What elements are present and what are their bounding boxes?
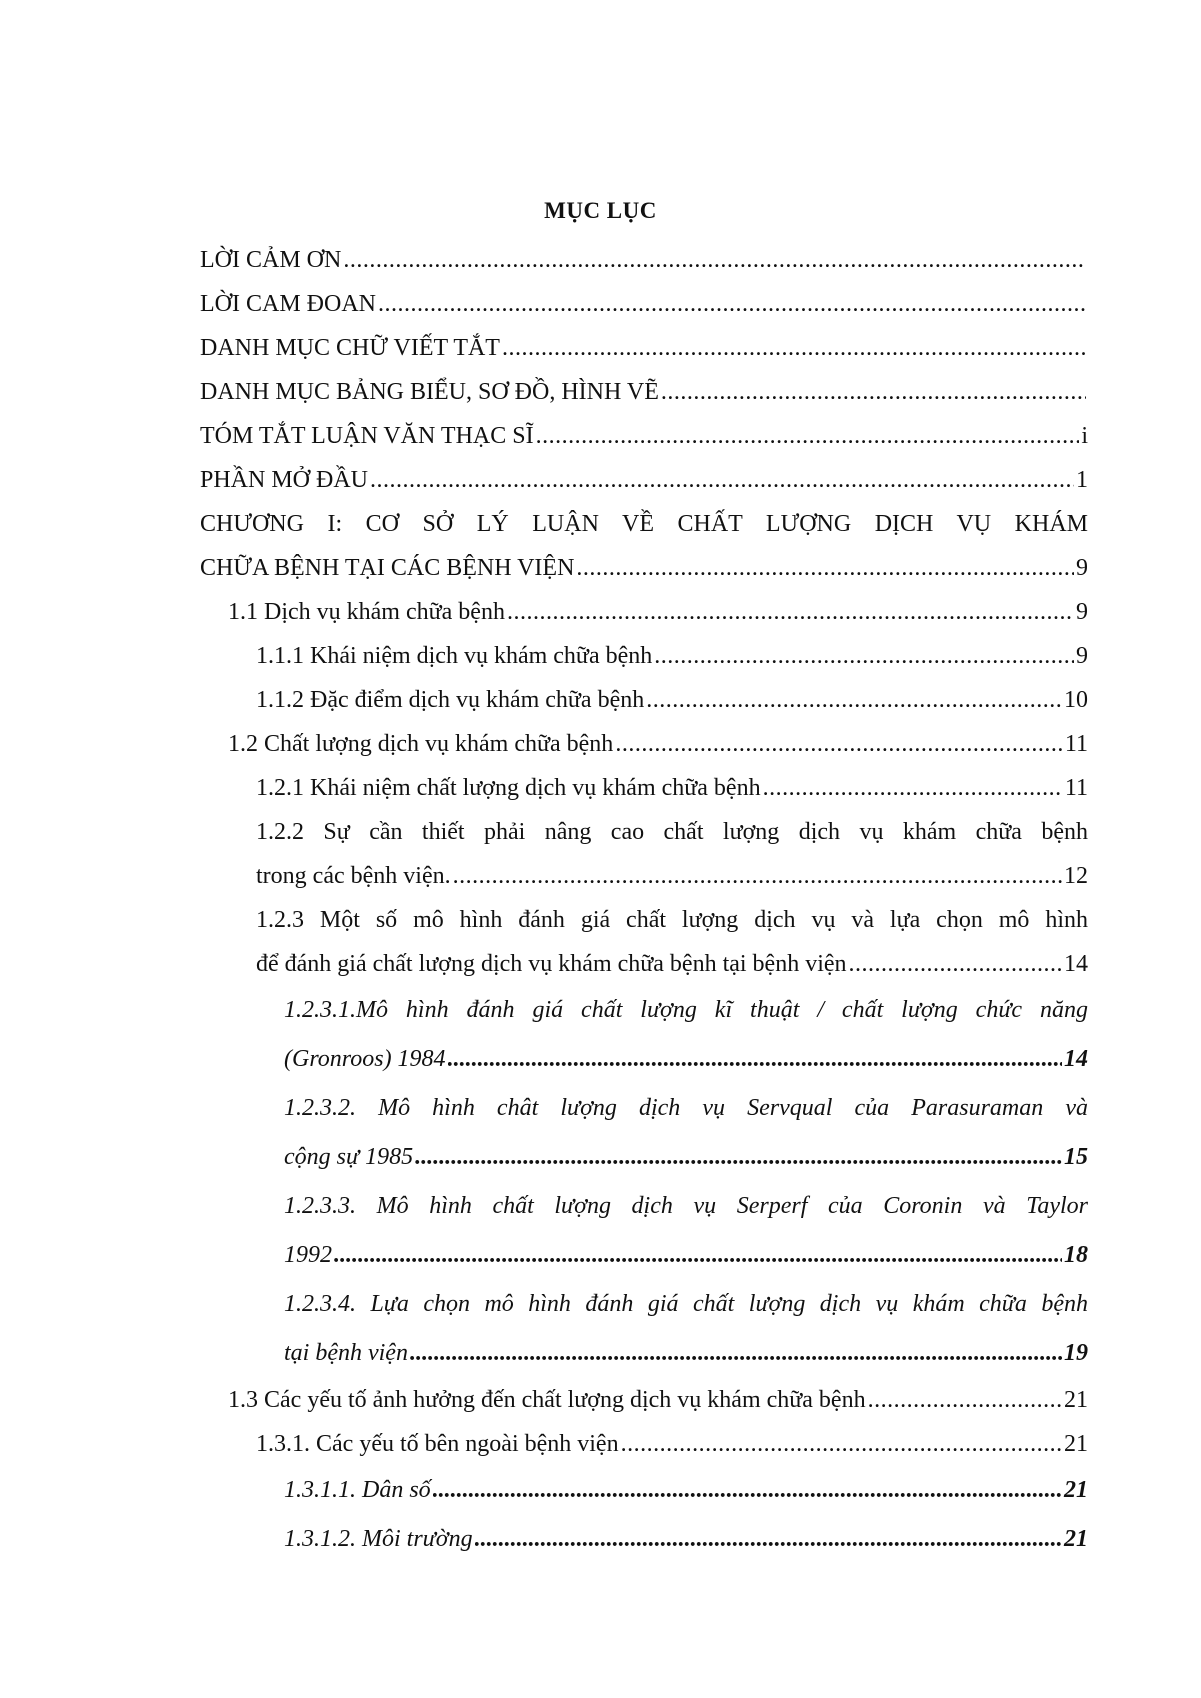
- toc-entry: [284, 986, 1088, 1084]
- toc-entry-title: DANH MỤC BẢNG BIỂU, SƠ ĐỒ, HÌNH VẼ: [200, 379, 659, 405]
- toc-entry-title-continued: tại bệnh viện: [284, 1340, 408, 1366]
- toc-entry-title: 1.2.3.2. Mô hình chât lượng dịch vụ Servqual của Parasuraman và: [284, 1095, 1088, 1121]
- toc-entry-title: 1.2.2 Sự cần thiết phải nâng cao chất lượng dịch vụ khám chữa bệnh: [256, 819, 1088, 845]
- dot-leader: [615, 722, 1063, 766]
- toc-entry-title: 1.1.1 Khái niệm dịch vụ khám chữa bệnh: [256, 643, 653, 669]
- toc-entry: [284, 1515, 1088, 1564]
- toc-entry-title: 1.3.1.2. Môi trường: [284, 1526, 473, 1552]
- toc-entry-title: 1.2.3.4. Lựa chọn mô hình đánh giá chất lượng dịch vụ khám chữa bệnh: [284, 1291, 1088, 1317]
- toc-entry: [256, 1422, 1088, 1466]
- toc-page-number: 9: [1076, 555, 1088, 581]
- dot-leader: [433, 1466, 1062, 1515]
- toc-page-number: 21: [1064, 1477, 1088, 1503]
- toc-entry-title-continued: trong các bệnh viện.: [256, 863, 451, 889]
- toc-entry: [256, 898, 1088, 986]
- table-of-contents: [200, 238, 1088, 1564]
- dot-leader: [576, 546, 1074, 590]
- toc-entry: [200, 502, 1088, 590]
- toc-entry: [200, 326, 1088, 370]
- toc-entry: [284, 1466, 1088, 1515]
- toc-page-number: 1: [1076, 467, 1088, 493]
- dot-leader: [370, 458, 1074, 502]
- toc-entry: [228, 722, 1088, 766]
- toc-page-number: 14: [1064, 1046, 1088, 1072]
- toc-entry-title-continued: CHỮA BỆNH TẠI CÁC BỆNH VIỆN: [200, 555, 575, 581]
- toc-entry-title: 1.2.1 Khái niệm chất lượng dịch vụ khám chữa bệnh: [256, 775, 761, 801]
- dot-leader: [661, 370, 1086, 414]
- toc-entry-title: 1.3.1. Các yếu tố bên ngoài bệnh viện: [256, 1431, 619, 1457]
- toc-entry-title: DANH MỤC CHỮ VIẾT TẮT: [200, 335, 500, 361]
- dot-leader: [334, 1231, 1062, 1280]
- dot-leader: [849, 942, 1062, 986]
- toc-entry-title: TÓM TẮT LUẬN VĂN THẠC SĨ: [200, 423, 534, 449]
- toc-entry-title: PHẦN MỞ ĐẦU: [200, 467, 369, 493]
- toc-page-number: 19: [1064, 1340, 1088, 1366]
- toc-entry: [200, 414, 1088, 458]
- toc-page-number: 9: [1076, 643, 1088, 669]
- toc-entry-title: CHƯƠNG I: CƠ SỞ LÝ LUẬN VỀ CHẤT LƯỢNG DỊCH VỤ KHÁM: [200, 511, 1088, 537]
- dot-leader: [536, 414, 1080, 458]
- toc-entry: [256, 678, 1088, 722]
- toc-entry: [228, 590, 1088, 634]
- dot-leader: [507, 590, 1074, 634]
- toc-entry: [200, 458, 1088, 502]
- toc-entry-title: 1.3 Các yếu tố ảnh hưởng đến chất lượng dịch vụ khám chữa bệnh: [228, 1387, 866, 1413]
- dot-leader: [475, 1515, 1062, 1564]
- toc-entry: [284, 1280, 1088, 1378]
- toc-page-number: 9: [1076, 599, 1088, 625]
- toc-entry-title: 1.2.3 Một số mô hình đánh giá chất lượng dịch vụ và lựa chọn mô hình: [256, 907, 1088, 933]
- toc-page-number: 18: [1064, 1242, 1088, 1268]
- toc-page-number: 10: [1064, 687, 1088, 713]
- toc-page-number: 12: [1064, 863, 1088, 889]
- dot-leader: [868, 1378, 1062, 1422]
- toc-entry-title: LỜI CAM ĐOAN: [200, 291, 376, 317]
- toc-entry-title: 1.1.2 Đặc điểm dịch vụ khám chữa bệnh: [256, 687, 645, 713]
- dot-leader: [453, 854, 1062, 898]
- dot-leader: [502, 326, 1086, 370]
- dot-leader: [343, 238, 1086, 282]
- toc-entry-title-continued: để đánh giá chất lượng dịch vụ khám chữa bệnh tại bệnh viện: [256, 951, 847, 977]
- dot-leader: [654, 634, 1074, 678]
- toc-entry: [200, 238, 1088, 282]
- toc-entry: [228, 1378, 1088, 1422]
- toc-entry-title-continued: cộng sự 1985: [284, 1144, 414, 1170]
- toc-page-number: 11: [1064, 731, 1088, 757]
- dot-leader: [378, 282, 1086, 326]
- toc-entry-title-continued: (Gronroos) 1984: [284, 1046, 446, 1072]
- dot-leader: [448, 1035, 1062, 1084]
- toc-entry-title: 1.2.3.3. Mô hình chất lượng dịch vụ Serperf của Coronin và Taylor: [284, 1193, 1088, 1219]
- toc-entry: [284, 1084, 1088, 1182]
- toc-entry-title: LỜI CẢM ƠN: [200, 247, 342, 273]
- toc-entry-title: 1.3.1.1. Dân số: [284, 1477, 431, 1503]
- dot-leader: [646, 678, 1062, 722]
- dot-leader: [621, 1422, 1062, 1466]
- toc-entry: [200, 370, 1088, 414]
- page-title: MỤC LỤC: [544, 198, 657, 223]
- toc-page-number: 21: [1064, 1431, 1088, 1457]
- toc-page-number: i: [1081, 423, 1088, 449]
- toc-entry: [256, 766, 1088, 810]
- toc-entry: [284, 1182, 1088, 1280]
- toc-page-number: 11: [1064, 775, 1088, 801]
- toc-page-number: 15: [1064, 1144, 1088, 1170]
- toc-entry: [256, 810, 1088, 898]
- dot-leader: [410, 1329, 1062, 1378]
- toc-entry-title-continued: 1992: [284, 1242, 332, 1268]
- dot-leader: [763, 766, 1063, 810]
- toc-entry-title: 1.2 Chất lượng dịch vụ khám chữa bệnh: [228, 731, 614, 757]
- toc-entry-title: 1.1 Dịch vụ khám chữa bệnh: [228, 599, 505, 625]
- dot-leader: [415, 1133, 1062, 1182]
- toc-page-number: 21: [1064, 1526, 1088, 1552]
- toc-page-number: 14: [1064, 951, 1088, 977]
- toc-entry: [256, 634, 1088, 678]
- toc-entry: [200, 282, 1088, 326]
- toc-entry-title: 1.2.3.1.Mô hình đánh giá chất lượng kĩ thuật / chất lượng chức năng: [284, 997, 1088, 1023]
- toc-page-number: 21: [1064, 1387, 1088, 1413]
